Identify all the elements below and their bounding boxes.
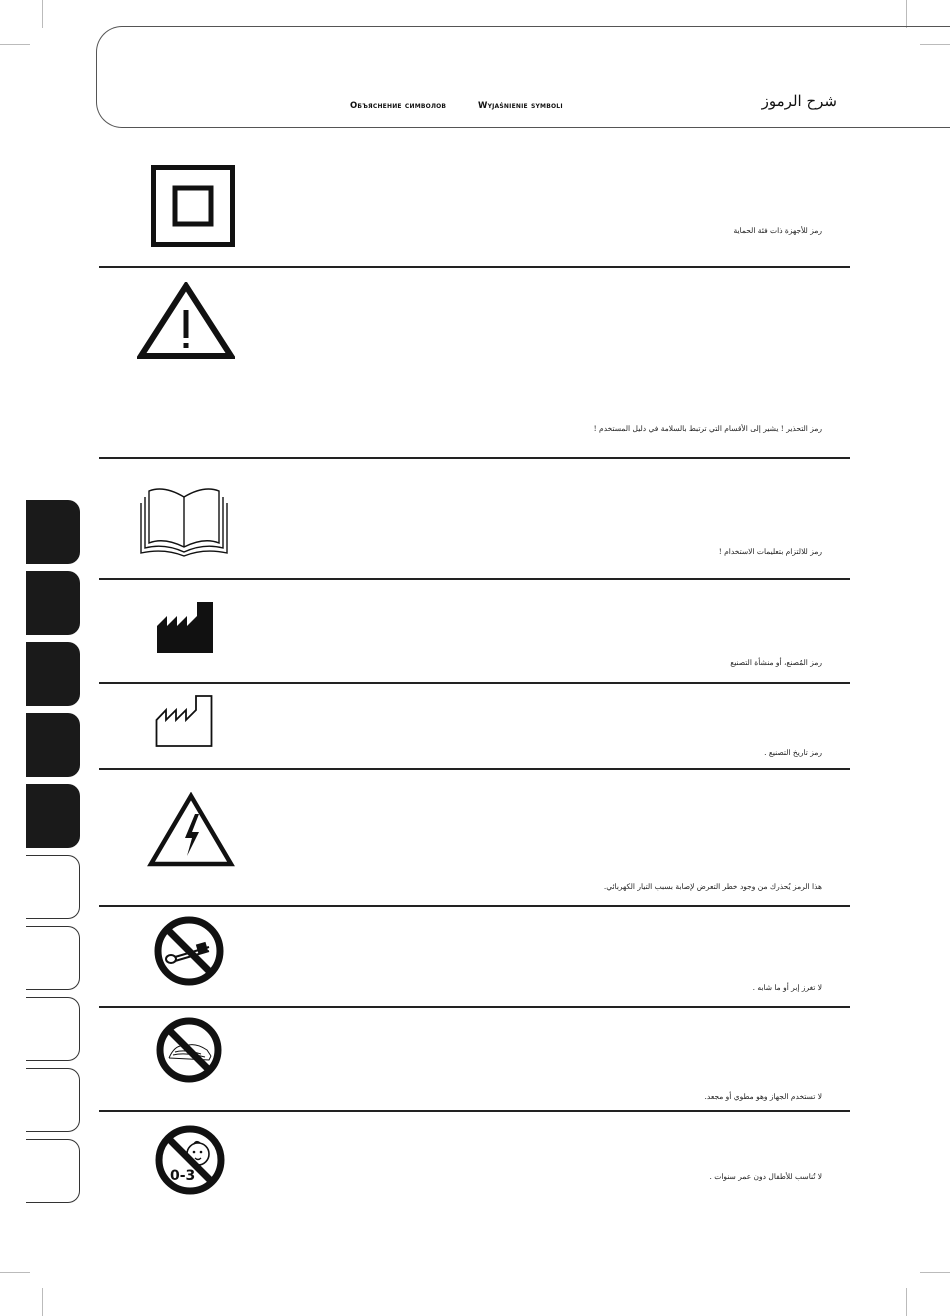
not-for-children-0-3-icon: [154, 1124, 226, 1196]
crop-mark: [906, 0, 907, 28]
no-folding-icon: [155, 1016, 223, 1084]
symbol-description: رمز تاريخ التصنيع .: [764, 748, 822, 757]
symbol-section-not-for-children: [99, 1110, 850, 1210]
header-title-pl: Wyjaśnienie symboli: [478, 101, 563, 111]
side-tab: [26, 784, 80, 848]
crop-mark: [0, 1272, 30, 1273]
crop-mark: [42, 0, 43, 28]
side-tab: [26, 713, 80, 777]
side-tab: [26, 855, 80, 919]
side-tab: [26, 500, 80, 564]
header-title-ar: شرح الرموز: [761, 92, 837, 110]
manufacture-date-icon: [155, 694, 213, 748]
side-tab: [26, 1139, 80, 1203]
symbol-section-electric-shock: [99, 768, 850, 907]
symbol-description: رمز للأجهزة ذات فئة الحماية: [733, 226, 822, 235]
double-insulation-icon: [151, 165, 235, 247]
symbol-section-warning: [99, 266, 850, 459]
symbol-section-manufacturer: [99, 578, 850, 684]
age-range-label: 0-3: [170, 1168, 196, 1184]
crop-mark: [906, 1288, 907, 1316]
open-book-icon: [139, 485, 229, 557]
header-frame: [96, 26, 950, 128]
symbol-description: رمز المُصنع، أو منشأة التصنيع: [730, 658, 822, 667]
symbol-description: لا تُناسب للأطفال دون عمر سنوات .: [709, 1172, 822, 1181]
electric-shock-warning-icon: [147, 792, 235, 868]
side-tab: [26, 926, 80, 990]
crop-mark: [920, 1272, 950, 1273]
manufacturer-factory-icon: [156, 600, 214, 654]
symbol-section-manufacture-date: [99, 682, 850, 770]
side-tab: [26, 571, 80, 635]
side-tab: [26, 997, 80, 1061]
header-title-ru: Объяснение символов: [350, 101, 447, 111]
symbol-description: رمز التحذير ! يشير إلى الأقسام التي ترتبط بالسلامة في دليل المستخدم !: [593, 424, 822, 433]
symbol-section-no-pins: [99, 905, 850, 1008]
no-pins-icon: [153, 915, 225, 987]
side-tab: [26, 642, 80, 706]
symbol-description: لا تستخدم الجهاز وهو مطوي أو مجعد.: [704, 1092, 822, 1101]
warning-triangle-icon: [137, 282, 235, 360]
side-tab: [26, 1068, 80, 1132]
symbol-description: لا تغرز إبر أو ما شابه .: [752, 983, 822, 992]
symbol-section-instructions: [99, 457, 850, 580]
symbol-description: هذا الرمز يُحذرك من وجود خطر التعرض لإصابة بسبب التيار الكهربائي.: [603, 882, 822, 891]
symbol-section-no-folding: [99, 1006, 850, 1112]
symbol-section-class-ii: [99, 140, 850, 268]
symbol-description: رمز للالتزام بتعليمات الاستخدام !: [718, 547, 822, 556]
crop-mark: [0, 44, 30, 45]
crop-mark: [42, 1288, 43, 1316]
